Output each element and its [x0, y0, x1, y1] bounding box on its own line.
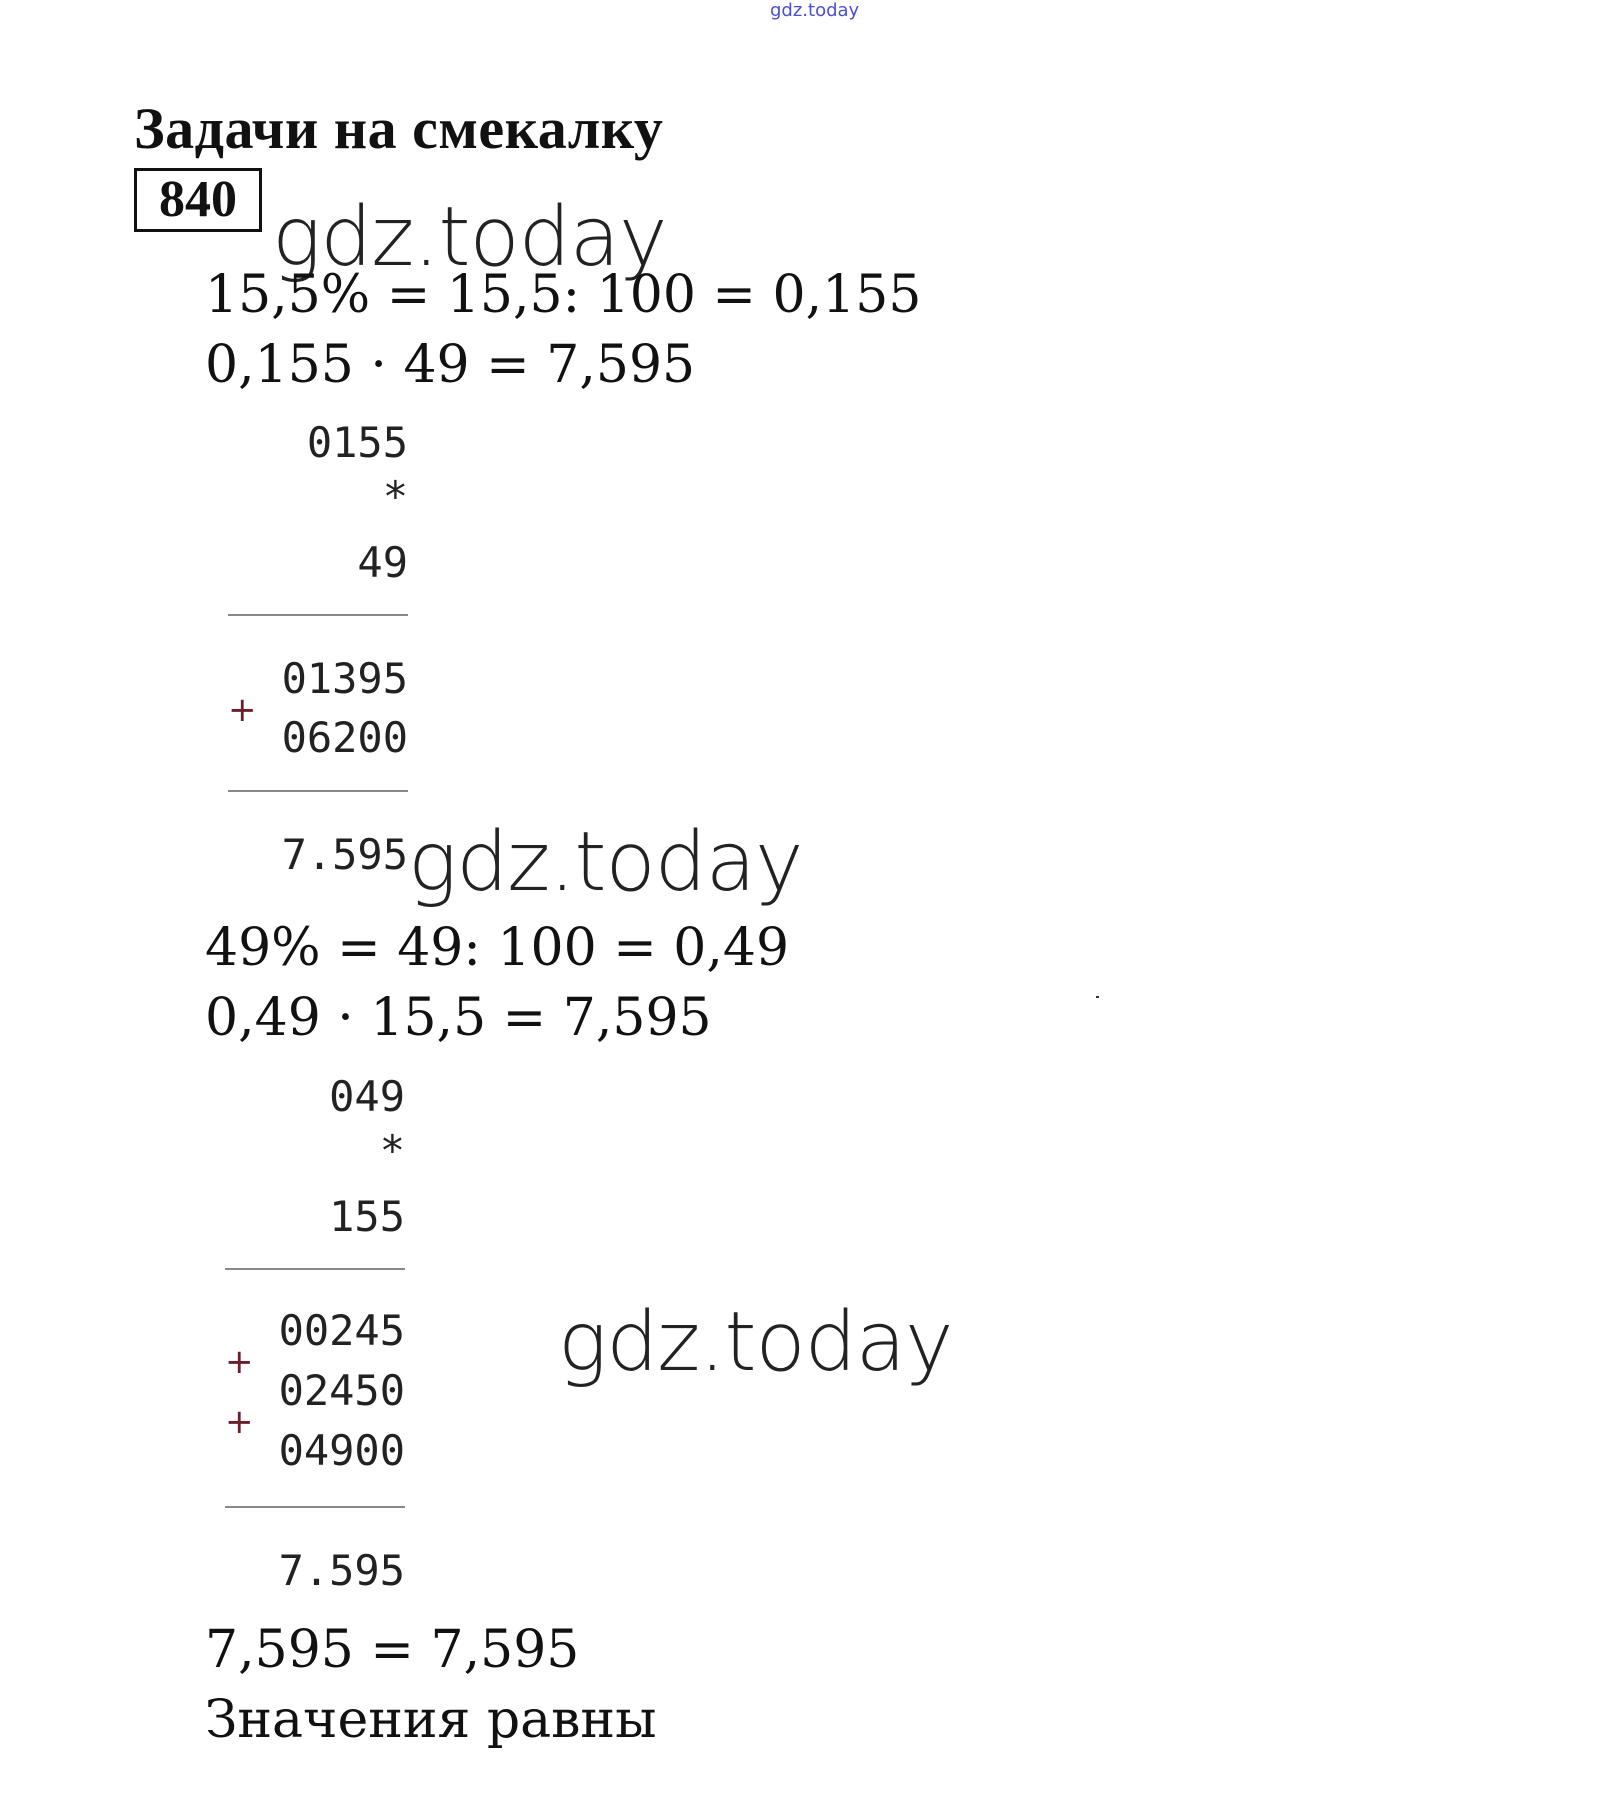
stray-mark [1096, 996, 1099, 998]
col1-partial-1: 01395 [281, 654, 408, 703]
col1-multiplicand: 0155 [306, 418, 408, 467]
top-watermark: gdz.today [770, 0, 860, 21]
col2-plus-sign-1: + [225, 1342, 254, 1382]
product-equation-1: 0,155 · 49 = 7,595 [205, 335, 696, 395]
col2-partial-2: 02450 [278, 1366, 405, 1415]
final-equality: 7,595 = 7,595 [205, 1620, 580, 1680]
col2-multiplicand: 049 [329, 1072, 405, 1121]
col1-plus-sign: + [228, 690, 257, 730]
col1-result: 7.595 [281, 830, 408, 879]
watermark-1: gdz.today [272, 190, 667, 285]
watermark-3: gdz.today [558, 1295, 953, 1390]
percent-conversion-2: 49% = 49: 100 = 0,49 [205, 918, 790, 978]
col2-multiplier: 155 [329, 1192, 405, 1241]
col2-partial-3: 04900 [278, 1426, 405, 1475]
col2-partial-1: 00245 [278, 1306, 405, 1355]
conclusion-text: Значения равны [205, 1690, 657, 1750]
col2-operator: * [379, 1126, 405, 1175]
col1-rule-1 [228, 614, 408, 616]
watermark-2: gdz.today [408, 815, 803, 910]
task-number-box: 840 [134, 168, 262, 232]
col1-multiplier: 49 [357, 538, 408, 587]
col2-rule-1 [225, 1268, 405, 1270]
section-title: Задачи на смекалку [134, 96, 664, 161]
percent-conversion-1: 15,5% = 15,5: 100 = 0,155 [205, 265, 922, 325]
product-equation-2: 0,49 · 15,5 = 7,595 [205, 988, 712, 1048]
col2-result: 7.595 [278, 1546, 405, 1595]
col2-plus-sign-2: + [225, 1402, 254, 1442]
col1-operator: * [382, 472, 408, 521]
col1-partial-2: 06200 [281, 713, 408, 762]
col1-rule-2 [228, 790, 408, 792]
col2-rule-2 [225, 1506, 405, 1508]
